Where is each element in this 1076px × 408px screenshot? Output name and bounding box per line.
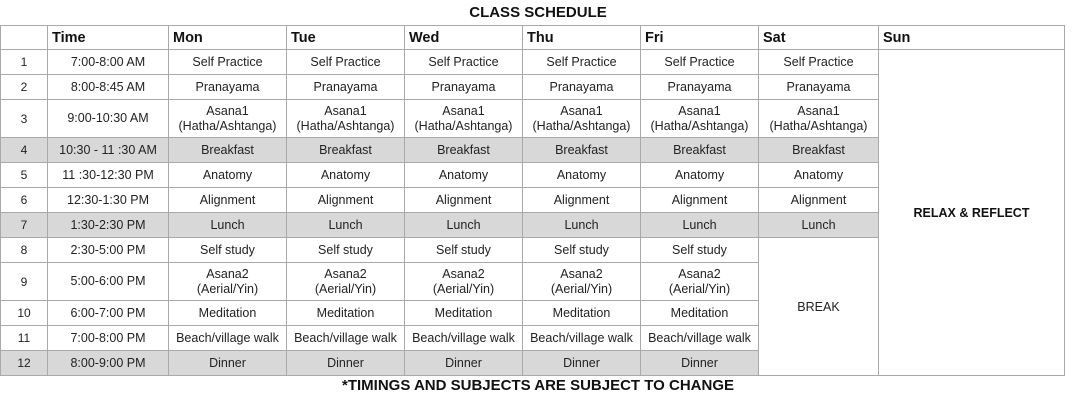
class-cell-mon[interactable]: Anatomy xyxy=(169,163,287,188)
class-cell-fri[interactable]: Alignment xyxy=(641,188,759,213)
class-cell-tue[interactable]: Lunch xyxy=(287,213,405,238)
class-cell-thu[interactable]: Self study xyxy=(523,238,641,263)
class-cell-fri[interactable]: Lunch xyxy=(641,213,759,238)
class-cell-fri[interactable]: Asana2 (Aerial/Yin) xyxy=(641,263,759,301)
time-cell[interactable]: 5:00-6:00 PM xyxy=(48,263,169,301)
class-cell-thu[interactable]: Breakfast xyxy=(523,138,641,163)
class-cell-sat[interactable]: Pranayama xyxy=(759,75,879,100)
class-cell-fri[interactable]: Beach/village walk xyxy=(641,326,759,351)
time-cell[interactable]: 12:30-1:30 PM xyxy=(48,188,169,213)
header-cell-wed[interactable]: Wed xyxy=(405,26,523,50)
row-number-cell[interactable]: 4 xyxy=(1,138,48,163)
row-number-cell[interactable]: 5 xyxy=(1,163,48,188)
class-cell-wed[interactable]: Breakfast xyxy=(405,138,523,163)
header-cell-tue[interactable]: Tue xyxy=(287,26,405,50)
header-cell-time[interactable]: Time xyxy=(48,26,169,50)
class-cell-sat[interactable]: Asana1 (Hatha/Ashtanga) xyxy=(759,100,879,138)
class-cell-mon[interactable]: Self study xyxy=(169,238,287,263)
class-cell-mon[interactable]: Self Practice xyxy=(169,50,287,75)
footer-note: *TIMINGS AND SUBJECTS ARE SUBJECT TO CHANGE xyxy=(342,377,734,394)
class-cell-wed[interactable]: Self study xyxy=(405,238,523,263)
class-cell-mon[interactable]: Meditation xyxy=(169,301,287,326)
class-cell-sat[interactable]: Breakfast xyxy=(759,138,879,163)
time-cell[interactable]: 9:00-10:30 AM xyxy=(48,100,169,138)
header-cell-mon[interactable]: Mon xyxy=(169,26,287,50)
class-cell-wed[interactable]: Self Practice xyxy=(405,50,523,75)
class-cell-thu[interactable]: Pranayama xyxy=(523,75,641,100)
class-cell-thu[interactable]: Meditation xyxy=(523,301,641,326)
class-cell-sat[interactable]: Lunch xyxy=(759,213,879,238)
class-cell-wed[interactable]: Asana1 (Hatha/Ashtanga) xyxy=(405,100,523,138)
class-cell-mon[interactable]: Asana1 (Hatha/Ashtanga) xyxy=(169,100,287,138)
header-cell-sun[interactable]: Sun xyxy=(879,26,1065,50)
class-cell-wed[interactable]: Beach/village walk xyxy=(405,326,523,351)
row-number-cell[interactable]: 7 xyxy=(1,213,48,238)
sunday-cell[interactable]: RELAX & REFLECT xyxy=(879,50,1065,376)
time-cell[interactable]: 7:00-8:00 AM xyxy=(48,50,169,75)
row-number-cell[interactable]: 12 xyxy=(1,351,48,376)
class-cell-thu[interactable]: Beach/village walk xyxy=(523,326,641,351)
class-cell-tue[interactable]: Asana2 (Aerial/Yin) xyxy=(287,263,405,301)
time-cell[interactable]: 8:00-9:00 PM xyxy=(48,351,169,376)
class-cell-sat[interactable]: Alignment xyxy=(759,188,879,213)
class-cell-sat[interactable]: Self Practice xyxy=(759,50,879,75)
class-cell-fri[interactable]: Anatomy xyxy=(641,163,759,188)
class-cell-tue[interactable]: Anatomy xyxy=(287,163,405,188)
class-cell-fri[interactable]: Dinner xyxy=(641,351,759,376)
time-cell[interactable]: 10:30 - 11 :30 AM xyxy=(48,138,169,163)
class-cell-tue[interactable]: Beach/village walk xyxy=(287,326,405,351)
class-cell-wed[interactable]: Alignment xyxy=(405,188,523,213)
class-cell-wed[interactable]: Dinner xyxy=(405,351,523,376)
row-number-cell[interactable]: 6 xyxy=(1,188,48,213)
class-cell-fri[interactable]: Pranayama xyxy=(641,75,759,100)
class-cell-tue[interactable]: Alignment xyxy=(287,188,405,213)
class-cell-wed[interactable]: Asana2 (Aerial/Yin) xyxy=(405,263,523,301)
class-cell-fri[interactable]: Asana1 (Hatha/Ashtanga) xyxy=(641,100,759,138)
saturday-break-cell[interactable]: BREAK xyxy=(759,238,879,376)
class-cell-tue[interactable]: Breakfast xyxy=(287,138,405,163)
class-cell-mon[interactable]: Lunch xyxy=(169,213,287,238)
header-cell-sat[interactable]: Sat xyxy=(759,26,879,50)
schedule-table xyxy=(0,25,1065,376)
class-cell-tue[interactable]: Self study xyxy=(287,238,405,263)
class-cell-thu[interactable]: Alignment xyxy=(523,188,641,213)
row-number-cell[interactable]: 1 xyxy=(1,50,48,75)
class-cell-mon[interactable]: Dinner xyxy=(169,351,287,376)
row-number-cell[interactable]: 3 xyxy=(1,100,48,138)
class-cell-tue[interactable]: Asana1 (Hatha/Ashtanga) xyxy=(287,100,405,138)
time-cell[interactable]: 2:30-5:00 PM xyxy=(48,238,169,263)
class-cell-mon[interactable]: Alignment xyxy=(169,188,287,213)
class-cell-fri[interactable]: Self study xyxy=(641,238,759,263)
time-cell[interactable]: 8:00-8:45 AM xyxy=(48,75,169,100)
row-number-cell[interactable]: 9 xyxy=(1,263,48,301)
class-cell-mon[interactable]: Asana2 (Aerial/Yin) xyxy=(169,263,287,301)
class-cell-fri[interactable]: Self Practice xyxy=(641,50,759,75)
class-cell-thu[interactable]: Dinner xyxy=(523,351,641,376)
time-cell[interactable]: 7:00-8:00 PM xyxy=(48,326,169,351)
header-row xyxy=(1,26,1065,50)
class-cell-tue[interactable]: Self Practice xyxy=(287,50,405,75)
class-cell-wed[interactable]: Meditation xyxy=(405,301,523,326)
class-cell-thu[interactable]: Asana2 (Aerial/Yin) xyxy=(523,263,641,301)
header-cell-num[interactable] xyxy=(1,26,48,50)
class-cell-thu[interactable]: Anatomy xyxy=(523,163,641,188)
class-cell-tue[interactable]: Meditation xyxy=(287,301,405,326)
class-cell-mon[interactable]: Beach/village walk xyxy=(169,326,287,351)
table-row xyxy=(1,50,1065,75)
row-number-cell[interactable]: 10 xyxy=(1,301,48,326)
class-cell-fri[interactable]: Breakfast xyxy=(641,138,759,163)
class-cell-wed[interactable]: Lunch xyxy=(405,213,523,238)
class-cell-mon[interactable]: Pranayama xyxy=(169,75,287,100)
class-cell-wed[interactable]: Pranayama xyxy=(405,75,523,100)
page-title: CLASS SCHEDULE xyxy=(469,4,607,21)
header-cell-fri[interactable]: Fri xyxy=(641,26,759,50)
row-number-cell[interactable]: 8 xyxy=(1,238,48,263)
class-cell-tue[interactable]: Dinner xyxy=(287,351,405,376)
time-cell[interactable]: 1:30-2:30 PM xyxy=(48,213,169,238)
class-cell-sat[interactable]: Anatomy xyxy=(759,163,879,188)
class-cell-fri[interactable]: Meditation xyxy=(641,301,759,326)
class-cell-thu[interactable]: Lunch xyxy=(523,213,641,238)
class-cell-mon[interactable]: Breakfast xyxy=(169,138,287,163)
row-number-cell[interactable]: 11 xyxy=(1,326,48,351)
class-cell-thu[interactable]: Self Practice xyxy=(523,50,641,75)
class-cell-thu[interactable]: Asana1 (Hatha/Ashtanga) xyxy=(523,100,641,138)
time-cell[interactable]: 6:00-7:00 PM xyxy=(48,301,169,326)
class-cell-wed[interactable]: Anatomy xyxy=(405,163,523,188)
row-number-cell[interactable]: 2 xyxy=(1,75,48,100)
time-cell[interactable]: 11 :30-12:30 PM xyxy=(48,163,169,188)
class-cell-tue[interactable]: Pranayama xyxy=(287,75,405,100)
header-cell-thu[interactable]: Thu xyxy=(523,26,641,50)
